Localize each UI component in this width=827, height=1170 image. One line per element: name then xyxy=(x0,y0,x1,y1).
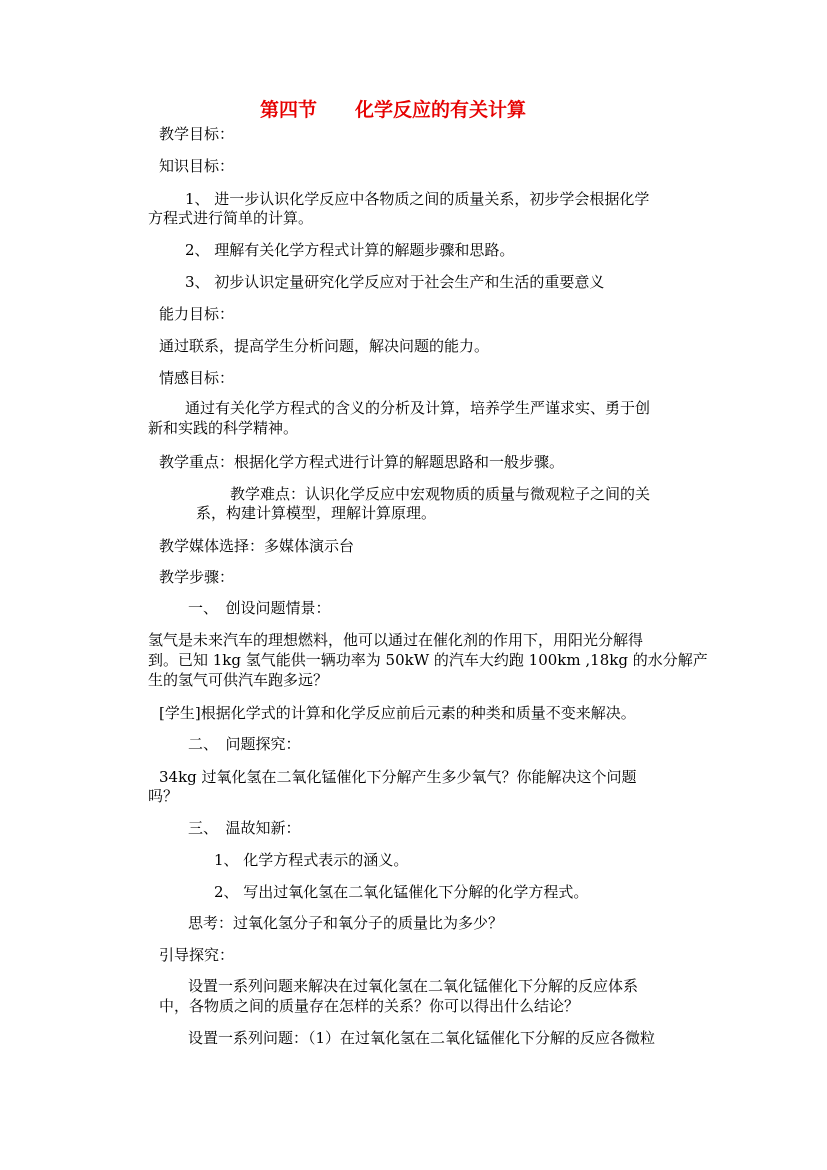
question-text-2: 吗？ xyxy=(148,787,179,805)
emotion-goal-text: 通过有关化学方程式的含义的分析及计算，培养学生严谨求实、勇于创 xyxy=(185,399,651,417)
teaching-steps-heading: 教学步骤： xyxy=(159,568,235,586)
emotion-goals-heading: 情感目标： xyxy=(159,369,235,387)
question-text-1: 34kg 过氧化氢在二氧化锰催化下分解产生多少氧气？你能解决这个问题 xyxy=(159,768,637,786)
knowledge-goal-1: 1、 进一步认识化学反应中各物质之间的质量关系，初步学会根据化学 xyxy=(185,190,650,208)
step-1-heading: 一、 创设问题情景： xyxy=(188,599,331,617)
media-selection: 教学媒体选择：多媒体演示台 xyxy=(159,537,355,555)
scenario-text-2: 到。已知 1kg 氢气能供一辆功率为 50kW 的汽车大约跑 100km ,18kg 的水分解产 xyxy=(148,651,708,669)
inquiry-text-2: 中，各物质之间的质量存在怎样的关系？你可以得出什么结论？ xyxy=(159,997,580,1015)
knowledge-goal-1-cont: 方程式进行简单的计算。 xyxy=(148,209,314,227)
review-item-2: 2、 写出过氧化氢在二氧化锰催化下分解的化学方程式。 xyxy=(214,883,589,901)
step-3-heading: 三、 温故知新： xyxy=(188,819,301,837)
knowledge-goal-2: 2、 理解有关化学方程式计算的解题步骤和思路。 xyxy=(185,241,515,259)
page-title: 第四节 化学反应的有关计算 xyxy=(260,99,527,121)
review-item-1: 1、 化学方程式表示的涵义。 xyxy=(214,851,409,869)
ability-goals-heading: 能力目标： xyxy=(159,305,235,323)
emotion-goal-text-cont: 新和实践的科学精神。 xyxy=(148,419,299,437)
knowledge-goal-3: 3、 初步认识定量研究化学反应对于社会生产和生活的重要意义 xyxy=(185,273,605,291)
scenario-text-3: 生的氢气可供汽车跑多远？ xyxy=(148,671,329,689)
student-answer: [学生]根据化学式的计算和化学反应前后元素的种类和质量不变来解决。 xyxy=(159,704,636,722)
guided-inquiry-heading: 引导探究： xyxy=(159,946,235,964)
scenario-text-1: 氢气是未来汽车的理想燃料，他可以通过在催化剂的作用下，用阳光分解得 xyxy=(148,631,644,649)
difficult-point-cont: 系，构建计算模型，理解计算原理。 xyxy=(196,504,437,522)
inquiry-text-1: 设置一系列问题来解决在过氧化氢在二氧化锰催化下分解的反应体系 xyxy=(188,977,639,995)
knowledge-goals-heading: 知识目标： xyxy=(159,157,235,175)
teaching-goals-heading: 教学目标： xyxy=(159,125,235,143)
difficult-point: 教学难点：认识化学反应中宏观物质的质量与微观粒子之间的关 xyxy=(230,485,651,503)
key-point: 教学重点：根据化学方程式进行计算的解题思路和一般步骤。 xyxy=(159,453,565,471)
inquiry-text-3: 设置一系列问题：（1）在过氧化氢在二氧化锰催化下分解的反应各微粒 xyxy=(188,1029,656,1047)
think-question: 思考：过氧化氢分子和氧分子的质量比为多少？ xyxy=(188,914,504,932)
step-2-heading: 二、 问题探究： xyxy=(188,735,301,753)
ability-goal-text: 通过联系，提高学生分析问题，解决问题的能力。 xyxy=(159,337,490,355)
